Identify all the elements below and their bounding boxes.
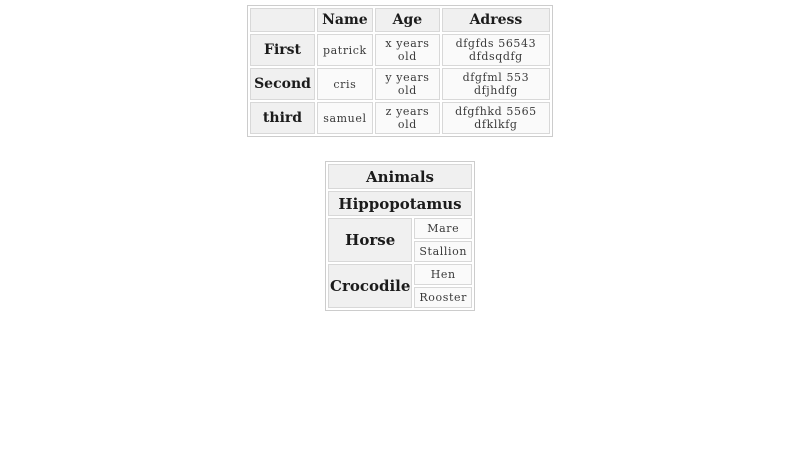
- cell-third-name: samuel: [317, 102, 373, 134]
- cell-first-name: patrick: [317, 34, 373, 66]
- cell-mare: Mare: [414, 218, 472, 239]
- table-row-third: [250, 102, 550, 134]
- row-header-third: third: [250, 102, 315, 134]
- table-row-first: [250, 34, 550, 66]
- cell-rooster: Rooster: [414, 287, 472, 308]
- corner-header-cell: [250, 8, 315, 32]
- table-row-second: [250, 68, 550, 100]
- row-header-second: Second: [250, 68, 315, 100]
- cell-first-address: dfgfds 56543 dfdsqdfg: [442, 34, 550, 66]
- row-hippopotamus: [328, 191, 472, 216]
- row-header-crocodile: Crocodile: [328, 264, 412, 308]
- row-header-horse: Horse: [328, 218, 412, 262]
- column-header-adress: Adress: [442, 8, 550, 32]
- row-header-first: First: [250, 34, 315, 66]
- column-header-age: Age: [375, 8, 440, 32]
- cell-second-age: y years old: [375, 68, 440, 100]
- cell-second-address: dfgfml 553 dfjhdfg: [442, 68, 550, 100]
- cell-stallion: Stallion: [414, 241, 472, 262]
- cell-third-address: dfgfhkd 5565 dfklkfg: [442, 102, 550, 134]
- animals-title-row: [328, 164, 472, 189]
- animals-title-cell: Animals: [328, 164, 472, 189]
- cell-first-age: x years old: [375, 34, 440, 66]
- row-horse-mare: [328, 218, 472, 239]
- cell-hen: Hen: [414, 264, 472, 285]
- column-header-name: Name: [317, 8, 373, 32]
- people-table: [247, 5, 553, 137]
- row-crocodile-hen: [328, 264, 472, 285]
- people-header-row: [250, 8, 550, 32]
- animals-table: [325, 161, 475, 311]
- row-header-hippopotamus: Hippopotamus: [328, 191, 472, 216]
- cell-third-age: z years old: [375, 102, 440, 134]
- cell-second-name: cris: [317, 68, 373, 100]
